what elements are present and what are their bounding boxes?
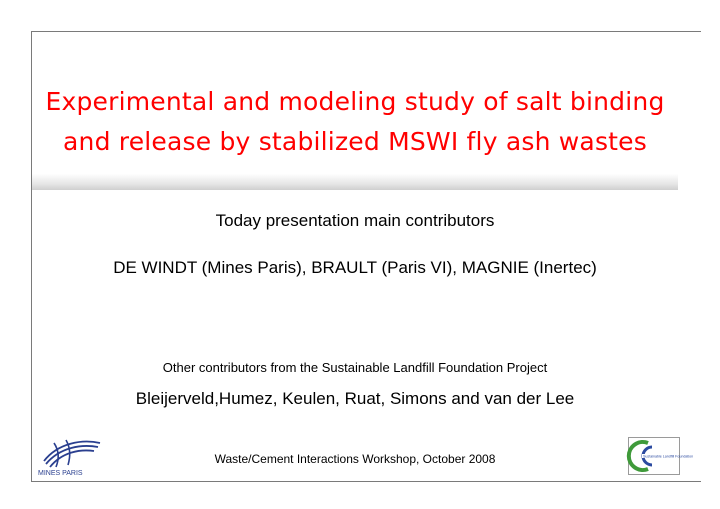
- title-band: [32, 54, 678, 190]
- landfill-foundation-logo: [628, 437, 694, 475]
- title-line-1: Experimental and modeling study of salt binding: [45, 87, 665, 116]
- landfill-foundation-logo-icon: [628, 437, 694, 475]
- mines-paris-logo: [36, 437, 106, 477]
- slide: [31, 31, 701, 482]
- contributors-heading: Today presentation main contributors: [215, 211, 495, 230]
- main-contributors: DE WINDT (Mines Paris), BRAULT (Paris VI), MAGNIE (Inertec): [113, 258, 597, 277]
- other-contributors: Bleijerveld,Humez, Keulen, Ruat, Simons and van der Lee: [135, 389, 575, 408]
- footer-text: Waste/Cement Interactions Workshop, October 2008: [214, 452, 496, 466]
- landfill-foundation-logo-text: Sustainable Landfill Foundation: [643, 454, 694, 459]
- mines-paris-logo-text: MINES PARIS: [38, 470, 83, 477]
- mines-paris-logo-icon: [36, 437, 106, 477]
- title-line-2: and release by stabilized MSWI fly ash wastes: [63, 127, 647, 156]
- other-contributors-heading: Other contributors from the Sustainable Landfill Foundation Project: [162, 360, 548, 375]
